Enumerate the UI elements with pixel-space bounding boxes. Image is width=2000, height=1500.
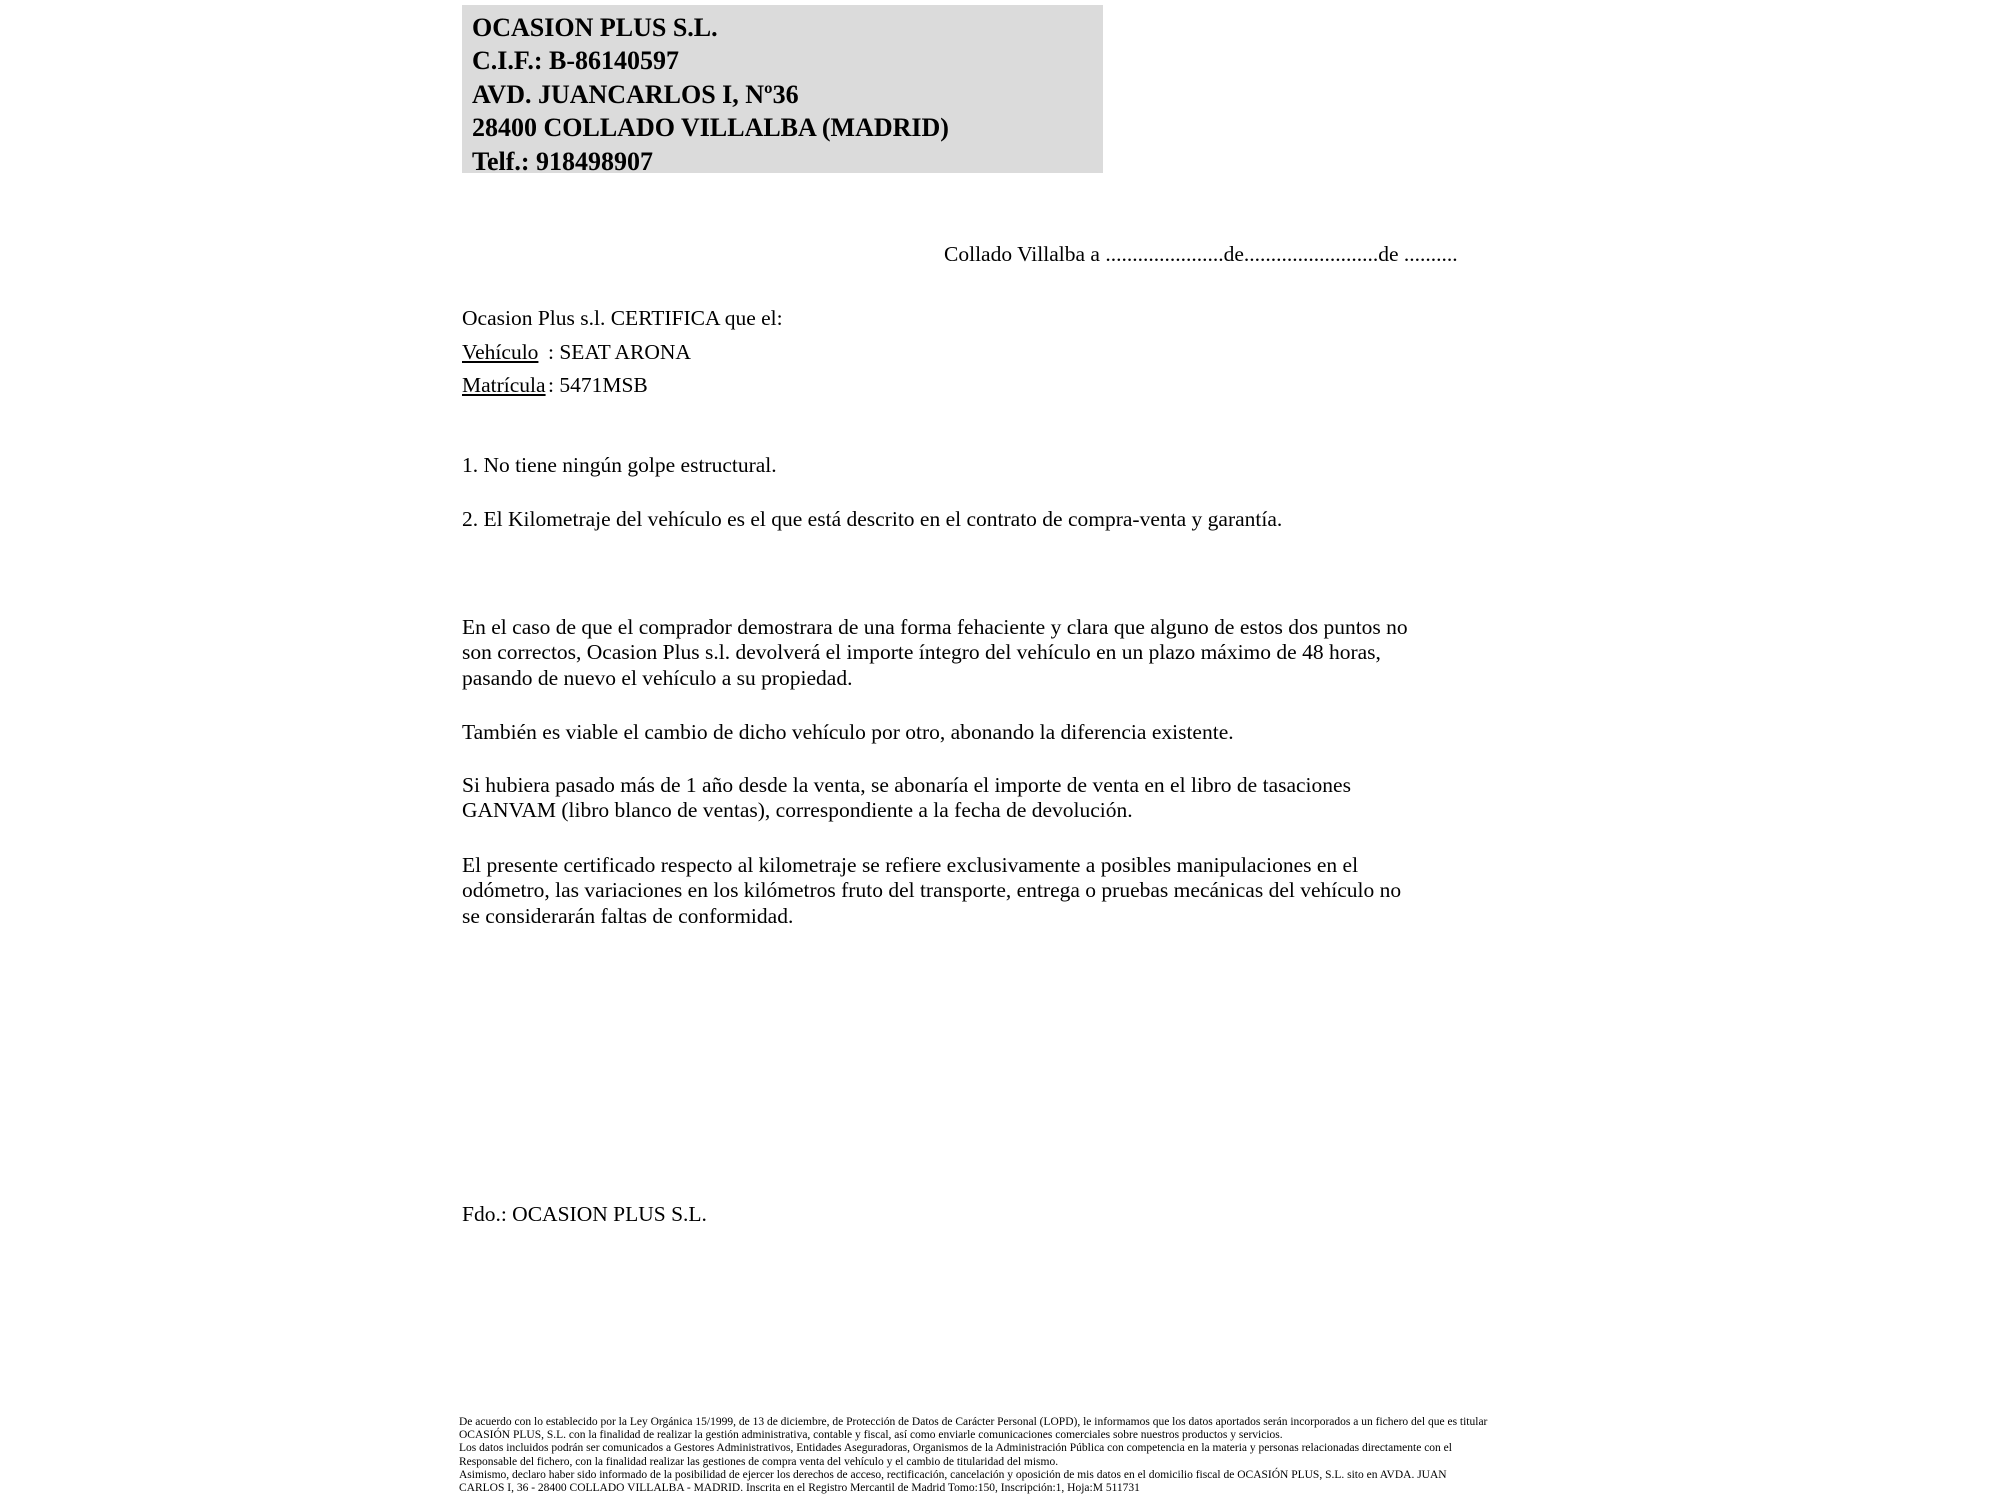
paragraph-line: son correctos, Ocasion Plus s.l. devolverá el importe íntegro del vehículo en un plazo máximo de 48 horas, bbox=[462, 640, 1381, 665]
paragraph-odometer bbox=[462, 853, 1401, 929]
company-name: OCASION PLUS S.L. bbox=[472, 13, 718, 42]
certified-item-2: 2. El Kilometraje del vehículo es el que está descrito en el contrato de compra-venta y garantía. bbox=[462, 507, 1283, 531]
footer-line: OCASIÓN PLUS, S.L. con la finalidad de realizar la gestión administrativa, contable y fiscal, así como enviarle comunicaciones comerciales sobre nuestros productos y servicios. bbox=[459, 1429, 1283, 1442]
paragraph-line: Si hubiera pasado más de 1 año desde la venta, se abonaría el importe de venta en el libro de tasaciones bbox=[462, 773, 1351, 797]
paragraph-line: odómetro, las variaciones en los kilómetros fruto del transporte, entrega o pruebas mecánicas del vehículo no bbox=[462, 878, 1402, 903]
certification-block bbox=[462, 302, 783, 403]
footer-line: De acuerdo con lo establecido por la Ley Orgánica 15/1999, de 13 de diciembre, de Protección de Datos de Carácter Personal (LOPD), le informamos que los datos aportados serán incorporados a un fichero del que es titular bbox=[459, 1416, 1488, 1428]
paragraph-line: pasando de nuevo el vehículo a su propiedad. bbox=[462, 665, 853, 690]
vehicle-row bbox=[462, 336, 783, 370]
footer-line: Los datos incluidos podrán ser comunicados a Gestores Administrativos, Entidades Aseguradoras, Organismos de la Administración Pública con competencia en la materia y personas relacionadas directamente con el bbox=[459, 1442, 1452, 1455]
vehicle-value: : SEAT ARONA bbox=[548, 339, 691, 364]
company-cif: C.I.F.: B-86140597 bbox=[472, 46, 680, 76]
certified-item-1: 1. No tiene ningún golpe estructural. bbox=[462, 453, 777, 477]
plate-label: Matrícula bbox=[462, 373, 546, 397]
paragraph-line: También es viable el cambio de dicho vehículo por otro, abonando la diferencia existente. bbox=[462, 720, 1234, 744]
paragraph-exchange bbox=[462, 720, 1234, 745]
certify-intro: Ocasion Plus s.l. CERTIFICA que el: bbox=[462, 306, 783, 330]
signature-line: Fdo.: OCASION PLUS S.L. bbox=[462, 1202, 707, 1226]
paragraph-line: GANVAM (libro blanco de ventas), correspondiente a la fecha de devolución. bbox=[462, 798, 1133, 823]
paragraph-line: En el caso de que el comprador demostrara de una forma fehaciente y clara que alguno de estos dos puntos no bbox=[462, 615, 1408, 639]
date-fill-in-line: Collado Villalba a ......................de.........................de .......... bbox=[944, 242, 1458, 266]
plate-row bbox=[462, 369, 783, 403]
plate-label-cell bbox=[462, 369, 548, 403]
paragraph-refund bbox=[462, 615, 1408, 691]
legal-footer bbox=[459, 1416, 1487, 1495]
footer-line: CARLOS I, 36 - 28400 COLLADO VILLALBA - MADRID. Inscrita en el Registro Mercantil de Madrid Tomo:150, Inscripción:1, Hoja:M 511731 bbox=[459, 1482, 1140, 1495]
paragraph-line: El presente certificado respecto al kilometraje se refiere exclusivamente a posibles manipulaciones en el bbox=[462, 853, 1359, 877]
paragraph-line: se considerarán faltas de conformidad. bbox=[462, 903, 794, 928]
company-phone: Telf.: 918498907 bbox=[472, 146, 654, 176]
plate-value: : 5471MSB bbox=[548, 373, 648, 397]
footer-line: Asimismo, declaro haber sido informado de la posibilidad de ejercer los derechos de acceso, rectificación, cancelación y oposición de mis datos en el domicilio fiscal de OCASIÓN PLUS, S.L. sito en AVDA. JUAN bbox=[459, 1468, 1447, 1481]
paragraph-ganvam bbox=[462, 773, 1351, 824]
company-address: AVD. JUANCARLOS I, Nº36 bbox=[472, 79, 799, 109]
footer-line: Responsable del fichero, con la finalidad realizar las gestiones de compra venta del vehículo y el cambio de titularidad del mismo. bbox=[459, 1455, 1059, 1468]
company-city: 28400 COLLADO VILLALBA (MADRID) bbox=[472, 113, 949, 143]
vehicle-label: Vehículo bbox=[462, 339, 539, 364]
vehicle-label-cell bbox=[462, 336, 548, 370]
company-header-box bbox=[462, 5, 1103, 176]
